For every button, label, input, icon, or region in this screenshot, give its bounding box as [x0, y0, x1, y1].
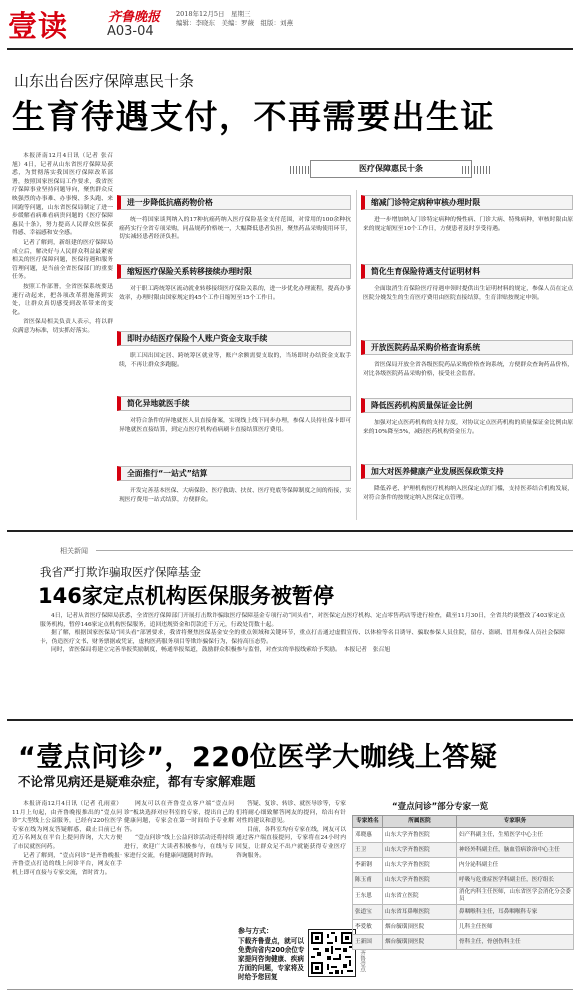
policy-item: [361, 264, 573, 302]
related-news-tag: 相关新闻: [60, 547, 88, 555]
expert-hospital: 山东大学齐鲁医院: [383, 843, 457, 858]
section-divider: [7, 719, 573, 721]
expert-hospital: 山东大学齐鲁医院: [383, 873, 457, 888]
participation-text: 下载齐鲁壹点，就可以免费向省内200余位专家提问咨询健康、疾病方面的问题，专家将及时给予您回复: [238, 937, 305, 981]
table-row: [353, 843, 574, 858]
expert-name: 李爱敏: [353, 920, 383, 935]
table-row: [353, 858, 574, 873]
policy-item-body: [117, 216, 351, 242]
tag-stripes-right: [462, 166, 492, 174]
table-row: [353, 920, 574, 935]
related-kicker: 我省严打欺诈骗取医疗保障基金: [40, 565, 201, 579]
table-row: [353, 828, 574, 843]
policy-item-text: 进一步增加纳入门诊特定病种的慢性病、门诊大病、特殊病种，审核时限由原来的规定缩短至10个工作日，方便患者及时享受待遇。: [363, 217, 573, 232]
policy-item: [117, 264, 351, 302]
clinic-subheadline: 不论常见病还是疑难杂症，都有专家解难题: [18, 774, 256, 789]
expert-name: 陈玉甫: [353, 873, 383, 888]
expert-hospital: 山东省耳鼻喉医院: [383, 905, 457, 920]
expert-name: 王东恩: [353, 888, 383, 905]
expert-name: 王卫: [353, 843, 383, 858]
expert-name: 邓晓惠: [353, 828, 383, 843]
expert-name: 李新钢: [353, 858, 383, 873]
expert-title: 呼吸与危重症医学科副主任，医疗组长: [457, 873, 574, 888]
related-news-rule: [96, 550, 573, 551]
expert-hospital: 烟台毓璜顶医院: [383, 920, 457, 935]
policy-item-text: 对于职工跨统筹区流动就业转移接续医疗保险关系的，进一步优化办理流程，提高办事效率，办理时限由国家规定的45个工作日缩短至15个工作日。: [119, 286, 351, 301]
policy-item-body: [361, 485, 573, 502]
editors-line: 编辑：李晓东 美编：罗薇 组版：刘燕: [176, 19, 293, 27]
policy-item-title: 进一步降低抗癌药物价格: [117, 195, 351, 210]
table-row: [353, 935, 574, 950]
policy-item-text: 全面取消生育保险医疗待遇申领时提供出生证明材料的规定，参保人员在定点医院分娩发生的生育医疗费用由医院直接结算，生育津贴按规定申领。: [363, 286, 573, 301]
policy-item-text: 统一将国家谈判纳入的17种抗癌药纳入医疗保险基金支付范围，对常用的100余种抗癌药实行全省专项采购，同品规药价格统一，大幅降低患者负担，聚焦药品采购使用环节，切实减轻患者经济负担。: [119, 217, 351, 241]
clinic-paragraph: 网友可以在齐鲁壹点客户端“壹点问诊”板块选择对应科室的专家，提出自己的健康问题，专家会在第一时间给予专业解答。: [124, 801, 234, 833]
table-row: [353, 873, 574, 888]
expert-title: 妇产科副主任，生殖医学中心主任: [457, 828, 574, 843]
policy-item-text: 省医保局开放全省各级医院药品采购价格查询系统，方便群众查询药品价格，对比各级医院药品采购价格，接受社会监督。: [363, 362, 573, 377]
expert-title: 神经外科副主任，脑血管病诊治中心主任: [457, 843, 574, 858]
policy-item-body: [117, 285, 351, 302]
qr-code-icon[interactable]: [308, 929, 356, 977]
expert-hospital: 烟台毓璜顶医院: [383, 935, 457, 950]
newspaper-brand: 齐鲁晚报: [108, 10, 161, 25]
policy-item: [361, 340, 573, 378]
expert-hospital: 山东大学齐鲁医院: [383, 828, 457, 843]
policy-item-title: 缩短医疗保险关系转移接续办理时限: [117, 264, 351, 279]
section-divider: [7, 530, 573, 532]
policy-item-title: 全面推行“一站式”结算: [117, 466, 351, 481]
expert-title: 消化内科主任医师，山东省医学会消化分会委员: [457, 888, 574, 905]
lead-headline: 生育待遇支付，不再需要出生证: [12, 97, 495, 136]
page-number: A03-04: [107, 24, 154, 39]
clinic-column: [12, 800, 122, 877]
policy-item: [117, 466, 351, 504]
policy-item: [117, 195, 351, 242]
experts-table: [352, 815, 574, 950]
expert-title: 骨科主任，骨创伤科主任: [457, 935, 574, 950]
clinic-paragraph: 记者了解到，“壹点问诊”是齐鲁晚报·齐鲁壹点打造的线上问诊平台，网友在手机上即可直接与专家交流，省时省力。: [12, 852, 122, 876]
policy-item: [361, 464, 573, 502]
lead-paragraph: 本报济南12月4日讯（记者 张召旭）4日，记者从山东省医疗保障局获悉，为贯彻落实我国医疗保障改革部署，按照国家医保局工作要求，我省医疗保障事业坚持问题导向，聚焦群众反映强烈的办事难、办事慢、多头跑、来回跑等问题，山东省医保局制定了进一步缓解看病难看病贵问题的《医疗保障惠民十条》，努力提高人民群众医保获得感、幸福感和安全感。: [12, 153, 113, 237]
expert-title: 儿科主任医师: [457, 920, 574, 935]
policy-item-title: 简化生育保险待遇支付证明材料: [361, 264, 573, 279]
clinic-paragraph: “壹点问诊”线上公益问诊活动还将持续进行，欢迎广大读者积极参与，在线与专家进行交流，有健康问题随时咨询。: [124, 835, 234, 859]
expert-name: 张道宝: [353, 905, 383, 920]
policy-item: [117, 396, 351, 434]
lead-paragraph: 记者了解到，新组建的医疗保障局成立后，解决好与人民群众利益最紧密相关的医疗保障问题，医保待遇和服务管理问题，是当前全省医保部门的重要任务。: [12, 239, 113, 281]
masthead: 壹读: [8, 9, 69, 43]
table-row: [353, 888, 574, 905]
table-row: [353, 905, 574, 920]
column-divider: [356, 190, 357, 520]
expert-name: 王新国: [353, 935, 383, 950]
related-body: [40, 612, 565, 655]
policy-item-title: 简化异地就医手续: [117, 396, 351, 411]
column-header-name: 专家姓名: [353, 816, 383, 828]
related-paragraph: 据了解，根据国家医保局“回头看”部署要求，我省将聚焦医保基金安全的重点领域和关键环节，重点打击通过虚假宣传、以体检等名目诱导、骗取参保人员住院，留存、盗刷、冒用参保人员社会保障卡，伪造医疗文书、财务票据或凭证，虚构医药服务项目等欺诈骗保行为，保持高压态势。: [40, 630, 565, 645]
policy-item-title: 缩减门诊特定病种审核办理时限: [361, 195, 573, 210]
table-header-row: [353, 816, 574, 828]
column-header-hospital: 所属医院: [383, 816, 457, 828]
policy-item: [117, 331, 351, 369]
policy-item-body: [361, 419, 573, 436]
experts-table-title: “壹点问诊”部分专家一览: [392, 802, 489, 812]
policy-item-title: 开放医院药品采购价格查询系统: [361, 340, 573, 355]
dateline: 2018年12月5日 星期三: [176, 10, 251, 18]
expert-title: 鼻咽喉科主任，耳鼻咽喉科专家: [457, 905, 574, 920]
section-tag-label: 医疗保障惠民十条: [310, 160, 472, 178]
lead-paragraph: 省医保局相关负责人表示，将以群众满意为标准，切实抓好落实。: [12, 319, 113, 334]
policy-item: [361, 195, 573, 233]
clinic-headline: “壹点问诊”，220位医学大咖线上答疑: [18, 742, 498, 773]
policy-item-body: [361, 216, 573, 233]
section-tag: [290, 152, 492, 188]
related-paragraph: 4日，记者从省医疗保障局获悉，全省医疗保障部门开展打击欺诈骗取医疗保障基金专项行动“回头看”，对医保定点医疗机构、定点零售药店等进行检查，截至11月30日，全省共约谈整改了403家定点服务机构，暂停146家定点机构医保服务，追回违规资金和罚款近千万元，行政处罚数十起。: [40, 613, 565, 628]
clinic-paragraph: 目前，各科室均有专家在线，网友可以通过客户端直接提问，专家将在24小时内回复，让群众足不出户就能获得专业医疗咨询服务。: [236, 826, 346, 859]
policy-item-body: [117, 352, 351, 369]
policy-item-body: [361, 361, 573, 378]
policy-item-text: 降低养老、护理机构医疗机构纳入医保定点的门槛，支持医养结合机构发展，对符合条件的按规定纳入医保定点管理。: [363, 486, 573, 501]
policy-item-title: 加大对医养健康产业发展医保政策支持: [361, 464, 573, 479]
policy-item-body: [117, 487, 351, 504]
expert-hospital: 山东省立医院: [383, 888, 457, 905]
policy-item-body: [361, 285, 573, 302]
qr-code-graphic: [309, 930, 355, 976]
column-header-title: 专家职务: [457, 816, 574, 828]
policy-item-title: 降低医药机构质量保证金比例: [361, 398, 573, 413]
clinic-column: [124, 800, 234, 860]
policy-item-text: 加强对定点医药机构的支持力度，对协议定点医药机构的质量保证金比例由原来的10%降至5%，减轻医药机构资金压力。: [363, 420, 573, 435]
policy-item-text: 对符合条件的异地就医人员直接备案，实现线上线下同步办理，参保人员持社保卡即可异地就医直接结算，到定点医疗机构看病刷卡直接结算医疗费用。: [119, 418, 351, 433]
clinic-paragraph: 答疑、复诊、转诊、就医导诊等，专家们将耐心细致解答网友的提问，给出有针对性的建议和意见。: [236, 801, 346, 825]
header-rule: [7, 48, 573, 50]
expert-hospital: 山东大学齐鲁医院: [383, 858, 457, 873]
policy-item-title: 即时办结医疗保险个人账户资金支取手续: [117, 331, 351, 346]
policy-item-body: [117, 417, 351, 434]
policy-item-text: 开发完善基本医保、大病保险、医疗救助、扶贫、医疗兜底等保障制度之间的衔接，实现医疗费用一站式结算，方便群众。: [119, 488, 351, 503]
lead-paragraph: 按照工作部署，全省医保系统要迅速行动起来，把各项改革措施落到实处，让群众真切感受到改革带来的变化。: [12, 283, 113, 316]
policy-item-text: 职工因出国定居、跨统筹区就业等，账户余额需要支取的，当场即时办结资金支取手续，不再让群众多跑腿。: [119, 353, 351, 368]
expert-title: 内分泌科副主任: [457, 858, 574, 873]
related-paragraph: 同时，省医保局将建立完善举报奖励制度，畅通举报渠道，鼓励群众积极参与监督，对查实的举报线索给予奖励。 本报记者 张召旭: [51, 647, 391, 654]
qr-caption: 齐鲁壹点: [359, 950, 365, 973]
related-headline: 146家定点机构医保服务被暂停: [38, 584, 334, 608]
participation-title: 参与方式：: [238, 927, 273, 935]
lead-kicker: 山东出台医疗保障惠民十条: [14, 72, 195, 90]
lead-body-column: [12, 152, 113, 336]
clinic-paragraph: 本报济南12月4日讯（记者 孔雨童）11月上旬起，由齐鲁晚报推出的“壹点问诊”大型线上公益服务，已经有220位医学专家在线为网友答疑解惑，截止目前已有近万名网友在平台上提问咨询，大大方便了市民就医问药。: [12, 801, 122, 850]
page-bottom-rule: [7, 989, 573, 990]
clinic-column: [236, 800, 346, 922]
policy-item: [361, 398, 573, 436]
